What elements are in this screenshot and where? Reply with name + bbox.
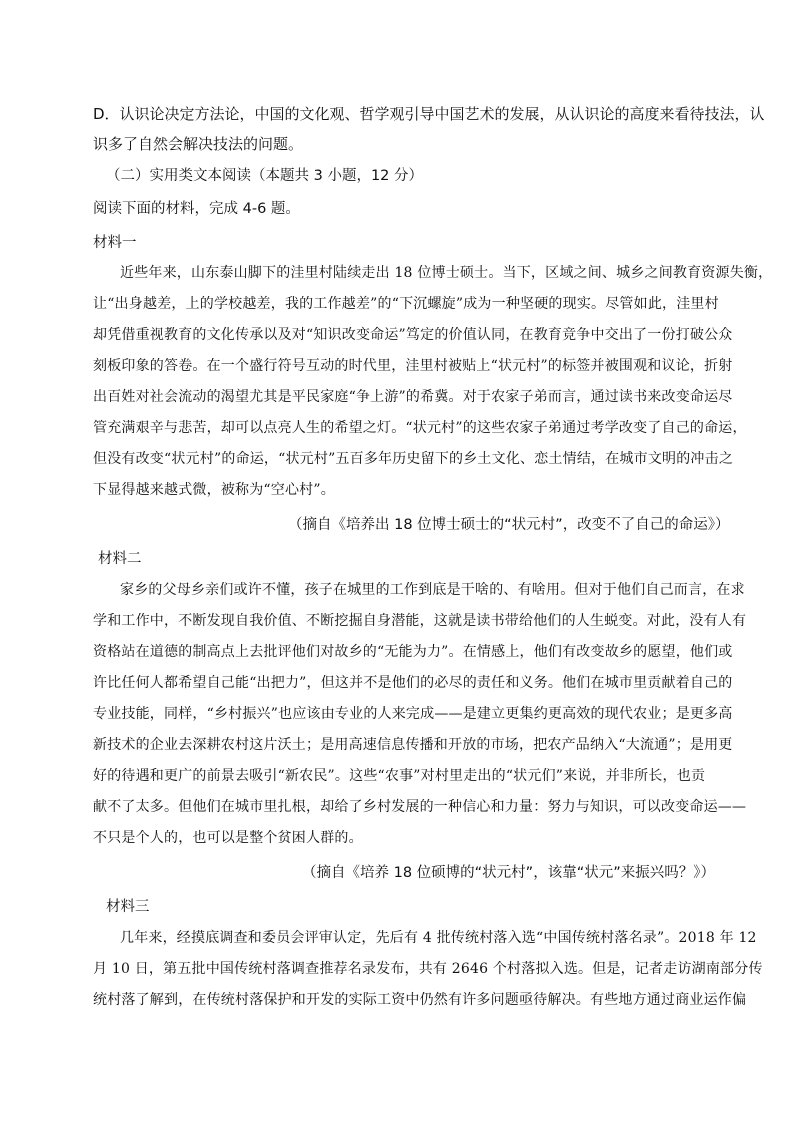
material-2-line: 专业技能，同样，“乡村振兴”也应该由专业的人来完成——是建立更集约更高效的现代农业；是更多高 bbox=[93, 706, 733, 722]
material-1-line: 但没有改变“状元村”的命运，“状元村”五百多年历史留下的乡土文化、恋土情结，在城市文明的冲击之 bbox=[93, 451, 734, 467]
material-1-line: 却凭借重视教育的文化传承以及对“知识改变命运”笃定的价值认同，在教育竞争中交出了一份打破公众 bbox=[93, 327, 733, 343]
material-1-line: 近些年来，山东泰山脚下的洼里村陆续走出 18 位博士硕士。当下，区域之间、城乡之间教育资源失衡， bbox=[120, 265, 773, 281]
material-3-line: 月 10 日，第五批中国传统村落调查推荐名录发布，共有 2646 个村落拟入选。但是，记者走访湖南部分传 bbox=[93, 961, 763, 977]
material-2-line: 新技术的企业去深耕农村这片沃土；是用高速信息传播和开放的市场，把农产品纳入“大流通”；是用更 bbox=[93, 737, 733, 753]
material-2-line: 好的待遇和更广的前景去吸引“新农民”。这些“农事”对村里走出的“状元们”来说，并非所长，也贡 bbox=[93, 768, 706, 784]
section-heading: （二）实用类文本阅读（本题共 3 小题，12 分） bbox=[106, 168, 424, 184]
material-2-line: 资格站在道德的制高点上去批评他们对故乡的“无能为力”。在情感上，他们有改变故乡的愿望，他们或 bbox=[93, 644, 733, 660]
material-2-source: （摘自《培养 18 位硕博的“状元村”，该靠“状元”来振兴吗？》） bbox=[302, 865, 715, 881]
material-1-line: 出百姓对社会流动的渴望尤其是平民家庭“争上游”的希冀。对于农家子弟而言，通过读书来改变命运尽 bbox=[93, 389, 733, 405]
material-2-line: 家乡的父母乡亲们或许不懂，孩子在城里的工作到底是干啥的、有啥用。但对于他们自己而言，在求 bbox=[120, 582, 745, 598]
material-2-line: 学和工作中，不断发现自我价值、不断挖掘自身潜能，这就是读书带给他们的人生蜕变。对此，没有人有 bbox=[93, 613, 747, 629]
material-1-source: （摘自《培养出 18 位博士硕士的“状元村”，改变不了自己的命运》） bbox=[288, 517, 730, 533]
option-d-line-1: D．认识论决定方法论，中国的文化观、哲学观引导中国艺术的发展，从认识论的高度来看待技法，认 bbox=[93, 105, 765, 123]
material-1-line: 让“出身越差，上的学校越差，我的工作越差”的“下沉螺旋”成为一种坚硬的现实。尽管如此，洼里村 bbox=[93, 296, 719, 312]
material-1-line: 刻板印象的答卷。在一个盛行符号互动的时代里，洼里村被贴上“状元村”的标签并被围观和议论，折射 bbox=[93, 358, 733, 374]
material-3-title: 材料三 bbox=[106, 899, 150, 915]
material-3-line: 几年来，经摸底调查和委员会评审认定，先后有 4 批传统村落入选“中国传统村落名录”。2018 年 12 bbox=[120, 930, 757, 946]
option-d-line-2: 识多了自然会解决技法的问题。 bbox=[93, 135, 304, 153]
material-2-line: 不只是个人的，也可以是整个贫困人群的。 bbox=[93, 830, 363, 846]
material-2-line: 献不了太多。但他们在城市里扎根，却给了乡村发展的一种信心和力量：努力与知识，可以改变命运—— bbox=[93, 799, 747, 815]
material-1-line: 管充满艰辛与悲苦，却可以点亮人生的希望之灯。“状元村”的这些农家子弟通过考学改变了自己的命运， bbox=[93, 420, 747, 436]
material-1-title: 材料一 bbox=[93, 235, 137, 251]
material-2-title: 材料二 bbox=[98, 551, 142, 567]
material-2-line: 许比任何人都希望自己能“出把力”，但这并不是他们的必尽的责任和义务。他们在城市里贡献着自己的 bbox=[93, 675, 733, 691]
material-1-line: 下显得越来越式微，被称为“空心村”。 bbox=[93, 482, 335, 498]
material-3-line: 统村落了解到，在传统村落保护和开发的实际工资中仍然有许多问题亟待解决。有些地方通过商业运作偏 bbox=[93, 992, 747, 1008]
instruction: 阅读下面的材料，完成 4-6 题。 bbox=[93, 201, 300, 217]
